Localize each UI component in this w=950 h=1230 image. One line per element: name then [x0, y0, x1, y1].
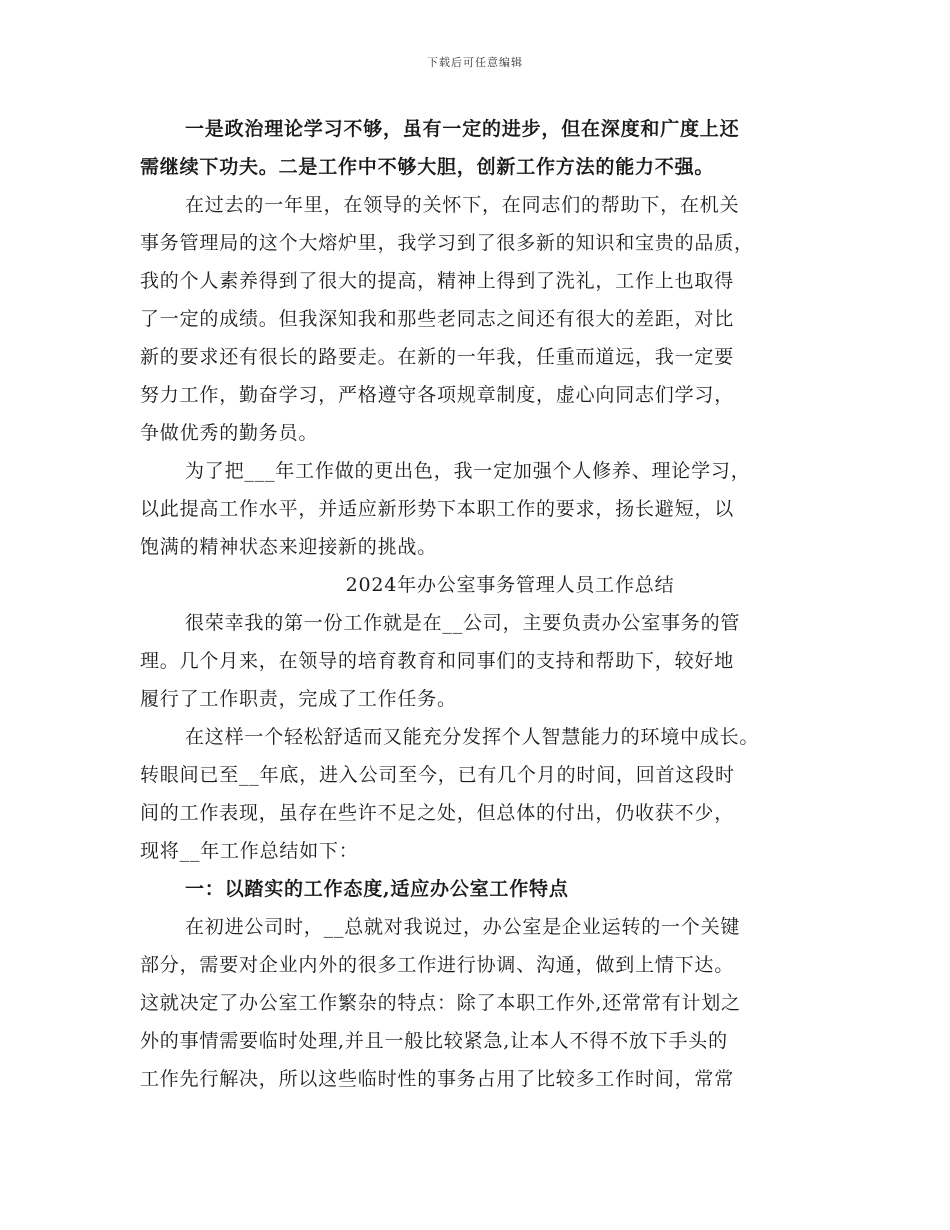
- document-body: [140, 110, 820, 1098]
- paragraph-line: 饱满的精神状态来迎接新的挑战。: [140, 536, 438, 558]
- paragraph-line: 努力工作，勤奋学习，严格遵守各项规章制度，虚心向同志们学习，: [140, 384, 735, 406]
- paragraph-line: 在初进公司时，__总就对我说过，办公室是企业运转的一个关键: [185, 916, 741, 938]
- paragraph-line: 一是政治理论学习不够，虽有一定的进步，但在深度和广度上还: [185, 118, 740, 140]
- paragraph-line: 理。几个月来，在领导的培育教育和同事们的支持和帮助下，较好地: [140, 650, 735, 672]
- paragraph-line: 了一定的成绩。但我深知我和那些老同志之间还有很大的差距，对比: [140, 308, 735, 330]
- paragraph-line: 现将__年工作总结如下：: [140, 840, 359, 862]
- paragraph-line: 外的事情需要临时处理,并且一般比较紧急,让本人不得不放下手头的: [140, 1030, 728, 1052]
- paragraph-line: 为了把___年工作做的更出色，我一定加强个人修养、理论学习，: [185, 460, 751, 482]
- paragraph-line: 争做优秀的勤务员。: [140, 422, 319, 444]
- header-note: 下载后可任意编辑: [427, 56, 523, 69]
- paragraph-line: 工作先行解决，所以这些临时性的事务占用了比较多工作时间，常常: [140, 1068, 735, 1090]
- section-title: 2024年办公室事务管理人员工作总结: [345, 574, 675, 596]
- paragraph-line: 转眼间已至__年底，进入公司至今，已有几个月的时间，回首这段时: [140, 764, 735, 786]
- paragraph-line: 我的个人素养得到了很大的提高，精神上得到了洗礼，工作上也取得: [140, 270, 735, 292]
- paragraph-line: 需继续下功夫。二是工作中不够大胆，创新工作方法的能力不强。: [140, 156, 715, 178]
- paragraph-line: 履行了工作职责，完成了工作任务。: [140, 688, 457, 710]
- paragraph-line: 很荣幸我的第一份工作就是在__公司，主要负责办公室事务的管: [185, 612, 741, 634]
- paragraph-line: 这就决定了办公室工作繁杂的特点：除了本职工作外,还常常有计划之: [140, 992, 741, 1014]
- paragraph-line: 间的工作表现，虽存在些许不足之处，但总体的付出，仍收获不少，: [140, 802, 735, 824]
- paragraph-line: 事务管理局的这个大熔炉里，我学习到了很多新的知识和宝贵的品质，: [140, 232, 754, 254]
- paragraph-line: 部分，需要对企业内外的很多工作进行协调、沟通，做到上情下达。: [140, 954, 735, 976]
- paragraph-line: 新的要求还有很长的路要走。在新的一年我，任重而道远，我一定要: [140, 346, 735, 368]
- subsection-heading: 一：以踏实的工作态度,适应办公室工作特点: [185, 878, 569, 900]
- paragraph-line: 以此提高工作水平，并适应新形势下本职工作的要求，扬长避短，以: [140, 498, 735, 520]
- paragraph-line: 在这样一个轻松舒适而又能充分发挥个人智慧能力的环境中成长。: [185, 726, 760, 748]
- paragraph-line: 在过去的一年里，在领导的关怀下，在同志们的帮助下，在机关: [185, 194, 740, 216]
